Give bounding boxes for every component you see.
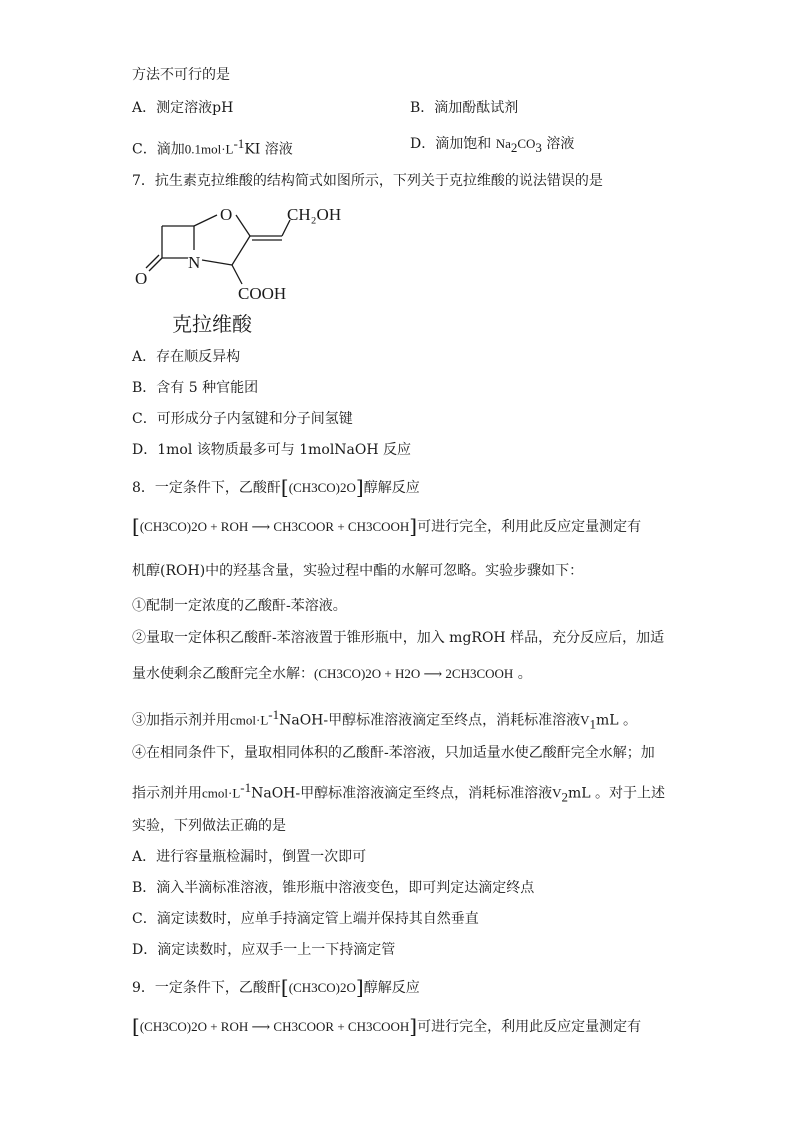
alcoholysis-equation: (CH3CO)2O + ROH ⟶ CH3COOR + CH3COOH [139,519,410,534]
bond [146,255,159,268]
q8-stem: 8．一定条件下，乙酸酐[(CH3CO)2O]醇解反应 [132,475,420,499]
q8-step2-line1: ②量取一定体积乙酸酐-苯溶液置于锥形瓶中，加入 mgROH 样品，充分反应后，加适 [132,630,665,646]
q6-intro-text: 方法不可行的是 [132,67,230,83]
q8-step4-line1: ④在相同条件下，量取相同体积的乙酸酐-苯溶液，只加适量水使乙酸酐完全水解；加 [132,745,655,761]
anhydride-formula: (CH3CO)2O [288,980,356,995]
ch2oh-label: CH₂OH [287,205,342,224]
structure-caption: 克拉维酸 [172,312,252,336]
q7-option-d: D．1mol 该物质最多可与 1molNaOH 反应 [132,442,412,458]
bond [232,236,250,265]
hydrolysis-equation: (CH3CO)2O + H2O ⟶ 2CH3COOH [314,666,514,681]
q7-option-a: A．存在顺反异构 [132,349,241,365]
q9-stem: 9．一定条件下，乙酸酐[(CH3CO)2O]醇解反应 [132,975,420,999]
q8-option-c: C．滴定读数时，应单手持滴定管上端并保持其自然垂直 [132,911,479,927]
q8-line-end: 实验，下列做法正确的是 [132,818,286,834]
bond [149,258,162,271]
q8-step1: ①配制一定浓度的乙酸酐-苯溶液。 [132,598,347,614]
bond [202,260,232,265]
q8-option-b: B．滴入半滴标准溶液，锥形瓶中溶液变色，即可判定达滴定终点 [132,880,535,896]
q7-stem: 7．抗生素克拉维酸的结构简式如图所示，下列关于克拉维酸的说法错误的是 [132,173,603,189]
q8-line3: 机醇(ROH)中的羟基含量，实验过程中酯的水解可忽略。实验步骤如下： [132,563,584,579]
q8-step2-line2: 量水使剩余乙酸酐完全水解：(CH3CO)2O + H2O ⟶ 2CH3COOH 。 [132,666,532,682]
q6-option-d: D．滴加饱和 $Na_2CO_3$ 溶液 [410,136,575,155]
anhydride-formula: (CH3CO)2O [288,480,356,495]
q6-option-b: B．滴加酚酞试剂 [410,100,519,116]
q8-option-a: A．进行容量瓶检漏时，倒置一次即可 [132,849,367,865]
q8-step4-line2: 指示剂并用$cmol\cdot L^{-1}NaOH-$甲醇标准溶液滴定至终点，消耗标准溶液$V_2mL$ 。对于上述 [132,780,666,805]
bond [194,215,217,226]
q8-step3: ③加指示剂并用$cmol\cdot L^{-1}NaOH-$甲醇标准溶液滴定至终点，消耗标准溶液$V_1mL$ 。 [132,707,638,732]
q9-reaction-line: [(CH3CO)2O + ROH ⟶ CH3COOR + CH3COOH]可进行完全，利用此反应定量测定有 [132,1014,642,1038]
q6-option-c: C．滴加$0.1mol\cdot L^{-1}KI$ 溶液 [132,136,293,158]
q7-option-c: C．可形成分子内氢键和分子间氢键 [132,411,353,427]
q7-option-b: B．含有 5 种官能团 [132,380,259,396]
alcoholysis-equation: (CH3CO)2O + ROH ⟶ CH3COOR + CH3COOH [139,1019,410,1034]
bond [232,265,242,284]
ring-oxygen-label: O [220,205,233,224]
ring-nitrogen-label: N [188,253,201,272]
keto-oxygen-label: O [135,269,148,288]
bond [236,215,250,236]
q6-option-a: A．测定溶液pH [132,100,234,116]
q8-option-d: D．滴定读数时，应双手一上一下持滴定管 [132,942,396,958]
clavulanic-acid-structure [132,198,372,308]
q8-reaction-line: [(CH3CO)2O + ROH ⟶ CH3COOR + CH3COOH]可进行完全，利用此反应定量测定有 [132,514,642,538]
cooh-label: COOH [238,284,287,303]
